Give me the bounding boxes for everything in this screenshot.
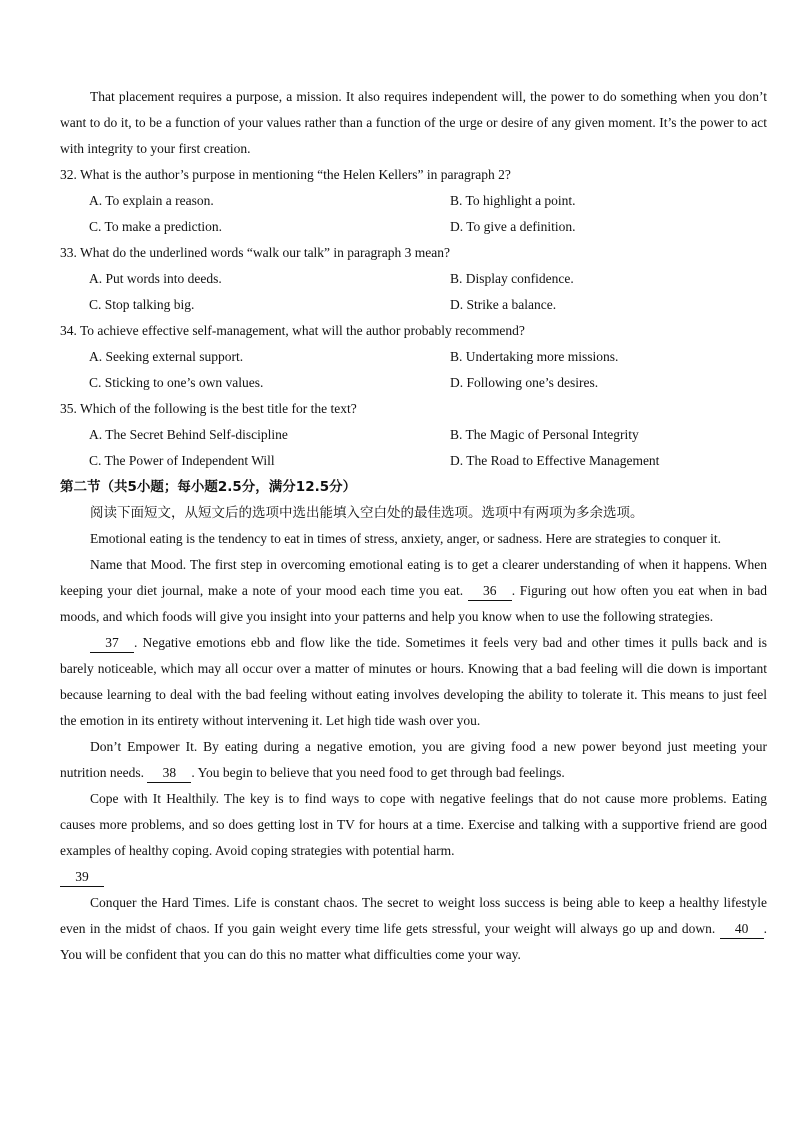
option-d[interactable]: D. To give a definition. xyxy=(450,219,576,234)
option-b[interactable]: B. To highlight a point. xyxy=(450,193,576,208)
option-c[interactable]: C. The Power of Independent Will xyxy=(89,453,275,468)
question-33 xyxy=(60,240,767,318)
blank-40[interactable]: 40 xyxy=(720,920,764,939)
question-stem: 35. Which of the following is the best title for the text? xyxy=(60,401,357,416)
options xyxy=(60,344,767,396)
question-34 xyxy=(60,318,767,396)
option-b[interactable]: B. The Magic of Personal Integrity xyxy=(450,427,639,442)
paragraph-text: Cope with It Healthily. The key is to find ways to cope with negative feelings that do not cause more problems. Eating causes more problems, and so does getting lost in TV for hours at a time. Exercise and talking with a supportive friend are good examples of healthy coping. Avoid coping strategies with potential harm. xyxy=(60,791,767,858)
article-paragraph-2 xyxy=(60,630,767,734)
paragraph-text: Conquer the Hard Times. Life is constant chaos. The secret to weight loss success is being able to keep a healthy lifestyle even in the midst of chaos. If you gain weight every time life gets stressful, your weight will always go up and down. xyxy=(60,895,767,936)
article-paragraph-3 xyxy=(60,734,767,786)
option-a[interactable]: A. Seeking external support. xyxy=(89,349,244,364)
question-stem: 32. What is the author’s purpose in mentioning “the Helen Kellers” in paragraph 2? xyxy=(60,167,511,182)
article-intro: Emotional eating is the tendency to eat in times of stress, anxiety, anger, or sadness. Here are strategies to conquer it. xyxy=(90,531,722,546)
option-d[interactable]: D. Strike a balance. xyxy=(450,297,557,312)
option-a[interactable]: A. To explain a reason. xyxy=(89,193,214,208)
options xyxy=(60,266,767,318)
question-stem: 33. What do the underlined words “walk our talk” in paragraph 3 mean? xyxy=(60,245,450,260)
options xyxy=(60,422,767,474)
article-paragraph-4 xyxy=(60,786,767,890)
section-title: 第二节（共5小题；每小题2.5分，满分12.5分） xyxy=(60,479,357,495)
paragraph-text: . Figuring out how often you eat when in bad moods, and which foods will give you insight into your patterns and help you know when to use the following strategies. xyxy=(60,583,767,624)
question-32 xyxy=(60,162,767,240)
option-a[interactable]: A. Put words into deeds. xyxy=(89,271,222,286)
options xyxy=(60,188,767,240)
question-35 xyxy=(60,396,767,474)
blank-38[interactable]: 38 xyxy=(147,764,191,783)
article-paragraph-5 xyxy=(60,890,767,968)
paragraph-text: . You begin to believe that you need food to get through bad feelings. xyxy=(191,765,565,780)
paragraph-text: . Negative emotions ebb and flow like the tide. Sometimes it feels very bad and other times it pulls back and is barely noticeable, which may all occur over a matter of minutes or hours. Knowing that a bad feeling will die down is important because learning to deal with the bad feeling without eating involves developing the ability to tolerate it. This means to just feel the emotion in its entirety without intervening it. Let high tide wash over you. xyxy=(60,635,767,728)
question-stem: 34. To achieve effective self-management, what will the author probably recommend? xyxy=(60,323,525,338)
option-b[interactable]: B. Undertaking more missions. xyxy=(450,349,619,364)
option-c[interactable]: C. To make a prediction. xyxy=(89,219,223,234)
option-c[interactable]: C. Stop talking big. xyxy=(89,297,195,312)
option-c[interactable]: C. Sticking to one’s own values. xyxy=(89,375,264,390)
passage-final-paragraph: That placement requires a purpose, a mission. It also requires independent will, the power to do something when you don’t want to do it, to be a function of your values rather than a function of the urge or desire of any given moment. It’s the power to act with integrity to your first creation. xyxy=(60,89,767,156)
blank-39[interactable]: 39 xyxy=(60,868,104,887)
option-a[interactable]: A. The Secret Behind Self-discipline xyxy=(89,427,288,442)
article-paragraph-1 xyxy=(60,552,767,630)
blank-37[interactable]: 37 xyxy=(90,634,134,653)
paragraph-text: . You will be confident that you can do this no matter what difficulties come your way. xyxy=(60,921,767,962)
paragraph-text: Don’t Empower It. By eating during a negative emotion, you are giving food a new power beyond just meeting your nutrition needs. xyxy=(60,739,767,780)
option-d[interactable]: D. The Road to Effective Management xyxy=(450,453,660,468)
section-instruction: 阅读下面短文，从短文后的选项中选出能填入空白处的最佳选项。选项中有两项为多余选项。 xyxy=(90,505,644,521)
option-d[interactable]: D. Following one’s desires. xyxy=(450,375,599,390)
blank-36[interactable]: 36 xyxy=(468,582,512,601)
option-b[interactable]: B. Display confidence. xyxy=(450,271,574,286)
paragraph-text: Name that Mood. The first step in overcoming emotional eating is to get a clearer understanding of when it happens. When keeping your diet journal, make a note of your mood each time you eat. xyxy=(60,557,767,598)
